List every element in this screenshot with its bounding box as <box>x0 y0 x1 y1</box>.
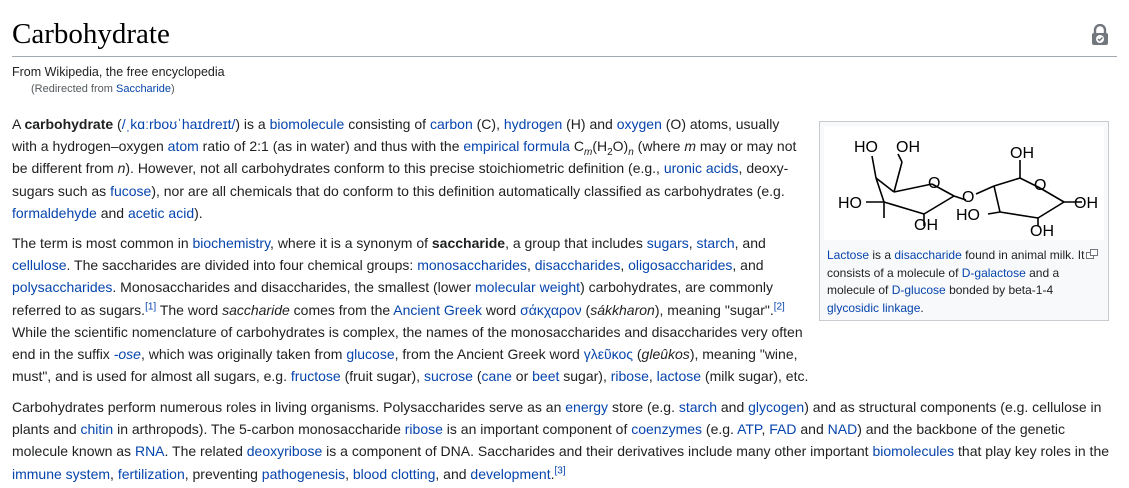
text-run: sugar), <box>559 368 611 385</box>
inline-link[interactable]: D-glucose <box>891 283 946 298</box>
text-run: that play key roles in the <box>954 443 1110 460</box>
text-run: . The related <box>164 443 247 460</box>
text-run: , <box>110 465 118 482</box>
text-run: and <box>717 399 749 415</box>
inline-link[interactable]: empirical formula <box>463 138 570 155</box>
text-run: (O) atoms, usually with a hydrogen–oxygen <box>12 116 780 155</box>
text-run: , preventing <box>184 465 262 482</box>
text-run: is a component of DNA. Saccharides and their derivatives include many other important <box>322 443 873 460</box>
inline-link[interactable]: fertilization <box>117 465 185 482</box>
inline-link[interactable]: formaldehyde <box>12 204 97 221</box>
inline-link[interactable]: glycogen <box>748 399 805 415</box>
inline-link[interactable]: blood clotting <box>352 465 436 482</box>
inline-link[interactable]: ATP <box>737 421 762 438</box>
thumbnail-box <box>819 121 1109 321</box>
redirect-prefix: (Redirected from <box>31 83 116 95</box>
redirect-link[interactable]: Saccharide <box>115 83 172 95</box>
text-run: . The saccharides are divided into four chemical groups: <box>66 257 418 274</box>
text-run: ( <box>472 368 482 385</box>
inline-link[interactable]: -ose <box>113 346 141 363</box>
text-run: bonded by beta-1-4 <box>945 283 1054 298</box>
page-title: Carbohydrate <box>12 18 170 50</box>
text-run: saccharide <box>431 235 506 251</box>
inline-link[interactable]: coenzymes <box>631 421 703 438</box>
text-run: . <box>920 301 924 316</box>
text-run: A <box>12 116 25 132</box>
text-run: , which was originally taken from <box>140 346 347 363</box>
label-ho3: HO <box>956 207 980 224</box>
text-run: 2 <box>607 147 613 158</box>
lactose-structure-image[interactable] <box>824 126 1104 240</box>
inline-link[interactable]: energy <box>565 399 609 415</box>
label-oh4: OH <box>1030 223 1054 240</box>
inline-link[interactable]: cellulose <box>12 257 67 274</box>
text-run: Carbohydrates perform numerous roles in living organisms. Polysaccharides serve as an <box>12 399 566 415</box>
text-run: sákkharon <box>590 301 655 318</box>
text-run: ), meaning "sugar". <box>654 301 774 318</box>
lock-icon[interactable] <box>1091 24 1109 46</box>
text-run: store (e.g. <box>608 399 679 415</box>
label-o-ring2: O <box>1034 177 1047 194</box>
title-divider <box>12 56 1117 57</box>
text-run: and <box>96 204 128 221</box>
label-o-ring1: O <box>928 175 941 192</box>
text-run: , from the Ancient Greek word <box>394 346 584 363</box>
redirect-notice <box>31 82 175 96</box>
text-run: The term is most common in <box>12 235 193 251</box>
text-run: saccharide <box>222 301 290 318</box>
text-run: (fruit sugar), <box>340 368 424 385</box>
inline-link[interactable]: hydrogen <box>503 116 563 132</box>
inline-link[interactable]: atom <box>167 138 199 155</box>
label-ho1: HO <box>854 139 878 156</box>
inline-link[interactable]: γλεῦκος <box>583 346 633 363</box>
text-run: . Monosaccharides and disaccharides, the smallest (lower <box>112 279 476 296</box>
text-run: word <box>481 301 521 318</box>
text-run: , where it is a synonym of <box>270 235 432 251</box>
inline-link[interactable]: lactose <box>656 368 702 385</box>
site-subtitle: From Wikipedia, the free encyclopedia <box>12 65 225 79</box>
paragraph-1 <box>12 113 802 224</box>
text-run: (e.g. <box>702 421 738 438</box>
inline-link[interactable]: monosaccharides <box>417 257 527 274</box>
label-o-bridge: O <box>962 189 975 206</box>
inline-link[interactable]: starch <box>696 235 735 251</box>
text-run: ), nor are all chemicals that do conform to this definition automatically classified as carbohydrates (e.g. <box>151 182 785 199</box>
thumbnail-caption <box>827 247 1097 318</box>
text-run: ) and the backbone of the genetic molecule known as <box>12 421 1066 460</box>
text-run: While the scientific nomenclature of carbohydrates is complex, the names of the monosaccharides and disaccharides very often end in the suffix <box>12 323 803 363</box>
inline-link[interactable]: beet <box>532 368 560 385</box>
inline-link[interactable]: fucose <box>110 182 152 199</box>
inline-link[interactable]: FAD <box>769 421 797 438</box>
text-run: (where <box>633 138 685 155</box>
inline-link[interactable]: disaccharides <box>534 257 621 274</box>
text-run: ). However, not all carbohydrates conform to this precise stoichiometric definition (e.g., <box>125 160 664 177</box>
text-run: n <box>117 160 126 177</box>
text-run: in arthropods). The 5-carbon monosaccharide <box>113 421 405 438</box>
text-run: found in animal milk. It consists of a molecule of <box>827 248 1085 280</box>
redirect-suffix: ) <box>171 83 175 95</box>
inline-link[interactable]: pathogenesis <box>261 465 346 482</box>
text-run: ) and as structural components (e.g. cellulose in plants and <box>12 399 1102 438</box>
inline-link[interactable]: ribose <box>610 368 649 385</box>
text-run: m <box>583 147 593 158</box>
label-ho2: HO <box>838 195 862 212</box>
text-run: , <box>688 235 697 251</box>
text-run: , <box>345 465 353 482</box>
text-run: (milk sugar), etc. <box>701 368 809 385</box>
lactose-molecule-diagram <box>824 126 1104 240</box>
text-run: , deoxy-sugars such as <box>12 160 789 199</box>
inline-link[interactable]: oligosaccharides <box>628 257 733 274</box>
text-run: ( <box>581 301 591 318</box>
inline-link[interactable]: development <box>470 465 551 482</box>
label-oh3: OH <box>1010 145 1034 162</box>
text-run: ( <box>113 116 122 132</box>
inline-link[interactable]: deoxyribose <box>246 443 323 460</box>
text-run: is an important component of <box>442 421 632 438</box>
inline-link[interactable]: /ˌkɑːrboʊˈhaɪdreɪt/ <box>121 116 236 132</box>
text-run: , and <box>734 235 766 251</box>
text-run: , <box>648 368 657 385</box>
text-run: ( <box>632 346 642 363</box>
inline-link[interactable]: chitin <box>80 421 114 438</box>
text-run: and a molecule of <box>827 265 1060 298</box>
text-run: is a <box>869 248 895 262</box>
inline-link[interactable]: [2] <box>773 300 785 312</box>
inline-link[interactable]: Ancient Greek <box>393 301 482 318</box>
inline-link[interactable]: glycosidic linkage <box>827 301 921 316</box>
text-run: , <box>620 257 629 274</box>
text-run: comes from the <box>289 301 394 318</box>
text-run: and <box>796 421 828 438</box>
inline-link[interactable]: molecular weight <box>475 279 581 296</box>
inline-link[interactable]: disaccharide <box>894 248 962 262</box>
text-run: , <box>526 257 535 274</box>
text-run: consisting of <box>344 116 430 132</box>
text-run: . <box>550 465 555 482</box>
inline-link[interactable]: D-galactose <box>961 265 1026 280</box>
inline-link[interactable]: σάκχαρον <box>520 301 582 318</box>
inline-link[interactable]: starch <box>678 399 717 415</box>
inline-link[interactable]: fructose <box>290 368 341 385</box>
inline-link[interactable]: glucose <box>346 346 395 363</box>
inline-link[interactable]: sugars <box>646 235 689 251</box>
text-run: , and <box>732 257 764 274</box>
inline-link[interactable]: cane <box>481 368 512 385</box>
inline-link[interactable]: biochemistry <box>192 235 271 251</box>
text-run: ) is a <box>235 116 270 132</box>
text-run: ratio of 2:1 (as in water) and thus with the <box>198 138 464 155</box>
paragraph-3 <box>12 396 1112 485</box>
inline-link[interactable]: polysaccharides <box>12 279 113 296</box>
inline-link[interactable]: oxygen <box>616 116 662 132</box>
text-run: ) carbohydrates, are commonly referred to as sugars. <box>12 279 774 318</box>
inline-link[interactable]: [3] <box>554 464 566 476</box>
text-run: gleûkos <box>641 346 690 363</box>
text-run: C <box>569 138 584 155</box>
label-oh2: OH <box>914 217 938 234</box>
inline-link[interactable]: sucrose <box>423 368 473 385</box>
inline-link[interactable]: biomolecules <box>872 443 955 460</box>
inline-link[interactable]: NAD <box>827 421 858 438</box>
inline-link[interactable]: RNA <box>134 443 165 460</box>
text-run: (H <box>592 138 608 155</box>
text-run: The word <box>156 301 223 318</box>
inline-link[interactable]: biomolecule <box>269 116 345 132</box>
text-run: (C), <box>472 116 504 132</box>
text-run: O) <box>612 138 629 155</box>
text-run: carbohydrate <box>24 116 114 132</box>
text-run: , and <box>435 465 471 482</box>
label-oh1: OH <box>896 139 920 156</box>
text-run: , a group that includes <box>505 235 647 251</box>
inline-link[interactable]: [1] <box>145 300 157 312</box>
text-run: ). <box>194 204 203 221</box>
text-run: (H) and <box>562 116 617 132</box>
inline-link[interactable]: acetic acid <box>127 204 195 221</box>
inline-link[interactable]: ribose <box>404 421 443 438</box>
text-run: m <box>684 138 697 155</box>
inline-link[interactable]: immune system <box>12 465 111 482</box>
inline-link[interactable]: Lactose <box>827 248 870 262</box>
label-oh5: OH <box>1074 195 1098 212</box>
text-run: n <box>628 147 634 158</box>
inline-link[interactable]: carbon <box>429 116 473 132</box>
text-run: may or may not be different from <box>12 138 797 177</box>
text-run: , <box>761 421 770 438</box>
text-run: or <box>511 368 533 385</box>
inline-link[interactable]: uronic acids <box>663 160 739 177</box>
text-run: ), meaning "wine, must", and is used for almost all sugars, e.g. <box>12 346 798 385</box>
